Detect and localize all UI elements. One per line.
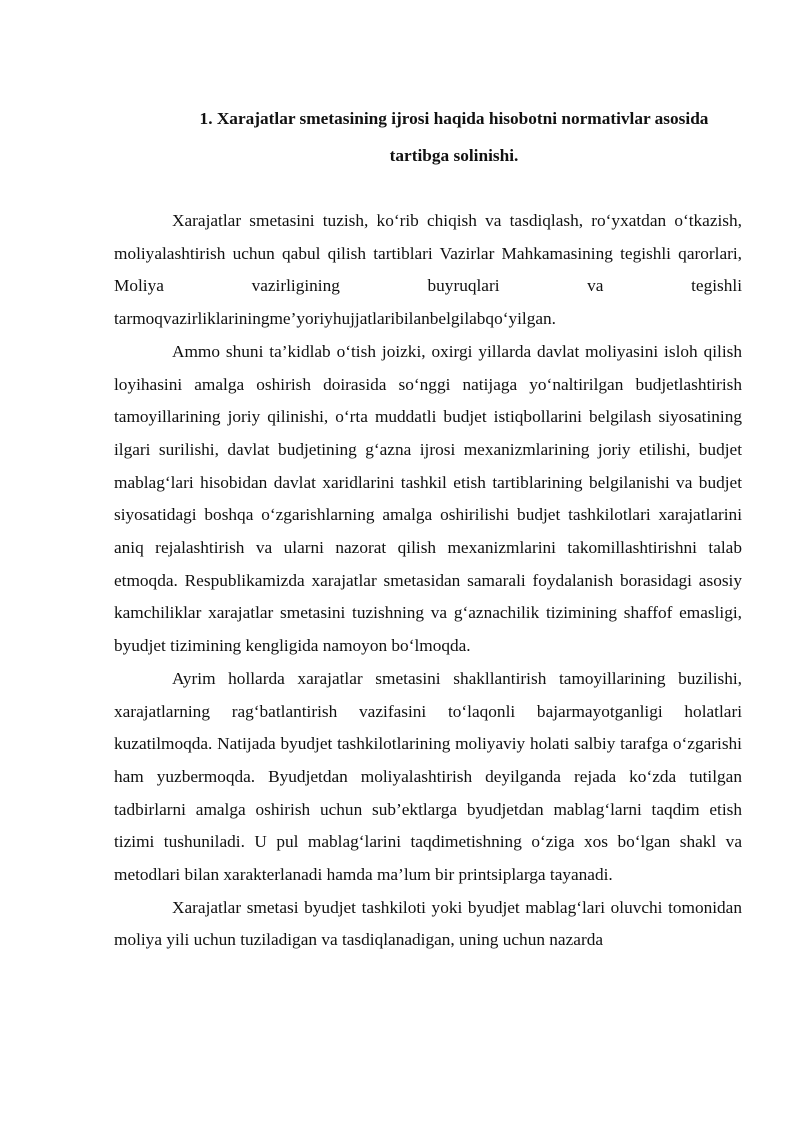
document-page xyxy=(114,100,742,957)
title-line-1: 1. Xarajatlar smetasining ijrosi haqida hisobotni normativlar asosida xyxy=(199,109,709,128)
paragraph-2: Ammo shuni ta’kidlab o‘tish joizki, oxirgi yillarda davlat moliyasini isloh qilish loyihasini amalga oshirish doirasida so‘nggi natijaga yo‘naltirilgan budjetlashtirish tamoyillarining joriy qilinishi, o‘rta muddatli budjet istiqbollarini belgilash siyosatining ilgari surilishi, davlat budjetining g‘azna ijrosi mexanizmlarining joriy etilishi, budjet mablag‘lari hisobidan davlat xaridlarini tashkil etish tartiblarining belgilanishi va budjet siyosatidagi boshqa o‘zgarishlarning amalga oshirilishi budjet tashkilotlari xarajatlarini aniq rejalashtirish va ularni nazorat qilish mexanizmlarini takomillashtirishni talab etmoqda. Respublikamizda xarajatlar smetasidan samarali foydalanish borasidagi asosiy kamchiliklar xarajatlar smetasini tuzishning va g‘aznachilik tizimining shaffof emasligi, byudjet tizimining kengligida namoyon bo‘lmoqda. xyxy=(114,341,742,656)
paragraph-4: Xarajatlar smetasi byudjet tashkiloti yoki byudjet mablag‘lari oluvchi tomonidan moliya yili uchun tuziladigan va tasdiqlanadigan, uning uchun nazarda xyxy=(114,897,742,950)
paragraph-1: Xarajatlar smetasini tuzish, ko‘rib chiqish va tasdiqlash, ro‘yxatdan o‘tkazish, moliyalashtirish uchun qabul qilish tartiblari Vazirlar Mahkamasining tegishli qarorlari, Moliya vazirligining buyruqlari va tegishli tarmoqvazirliklariningme’yoriyhujjatlaribilanbelgilabqo‘yilgan. xyxy=(114,211,742,329)
paragraph-3: Ayrim hollarda xarajatlar smetasini shakllantirish tamoyillarining buzilishi, xarajatlarning rag‘batlantirish vazifasini to‘laqonli bajarmayotganligi holatlari kuzatilmoqda. Natijada byudjet tashkilotlarining moliyaviy holati salbiy tarafga o‘zgarishi ham yuzbermoqda. Byudjetdan moliyalashtirish deyilganda rejada ko‘zda tutilgan tadbirlarni amalga oshirish uchun sub’ektlarga byudjetdan mablag‘larni taqdim etish tizimi tushuniladi. U pul mablag‘larini taqdimetishning o‘ziga xos bo‘lgan shakl va metodlari bilan xarakterlanadi hamda ma’lum bir printsiplarga tayanadi. xyxy=(114,668,742,885)
title-spacer xyxy=(114,174,742,205)
document-title xyxy=(166,100,742,174)
title-line-2: tartibga solinishi. xyxy=(389,146,519,165)
